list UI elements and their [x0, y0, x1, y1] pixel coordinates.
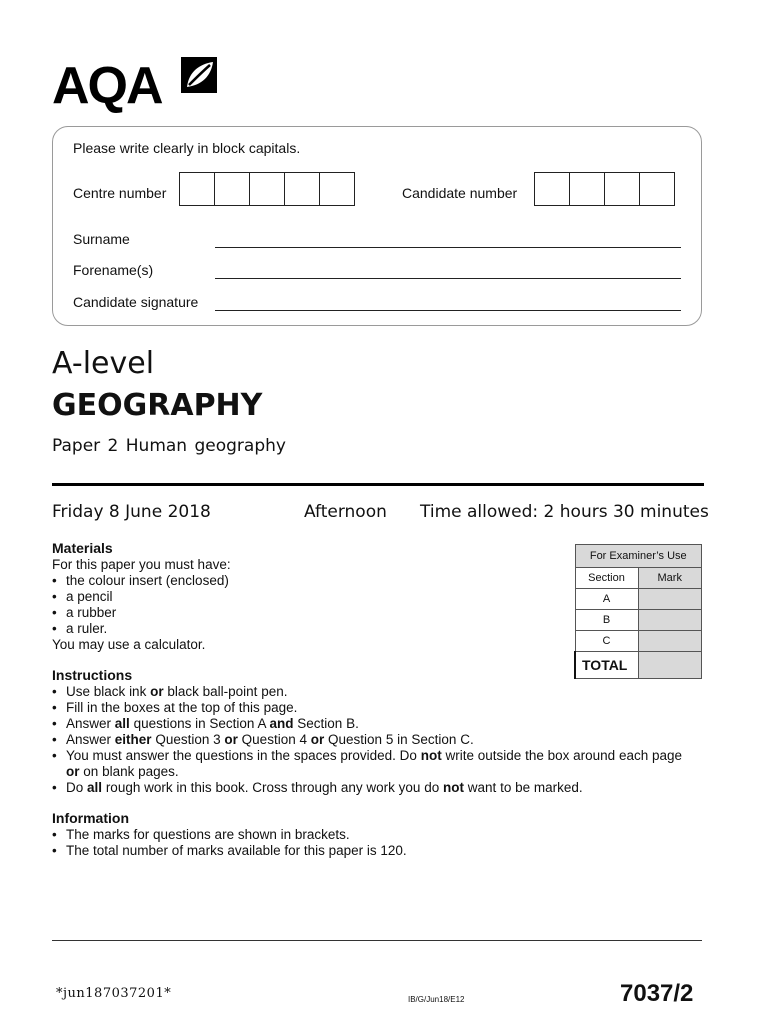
information-section: [52, 810, 692, 859]
aqa-leaf-icon: [180, 56, 218, 94]
materials-list: [52, 573, 532, 637]
list-item: • Answer all questions in Section A and Section B.: [52, 716, 692, 732]
paper-reference: IB/G/Jun18/E12: [408, 995, 465, 1004]
candidate-number-digit[interactable]: [639, 172, 675, 206]
materials-intro: For this paper you must have:: [52, 557, 231, 572]
list-item: • The marks for questions are shown in brackets.: [52, 827, 692, 843]
centre-number-digit[interactable]: [319, 172, 355, 206]
mark-column-header: Mark: [638, 568, 702, 589]
section-row-label: C: [575, 631, 638, 652]
candidate-number-digit[interactable]: [604, 172, 640, 206]
forenames-line[interactable]: [215, 278, 681, 279]
list-item: • a pencil: [52, 589, 532, 605]
block-capitals-instruction: Please write clearly in block capitals.: [73, 140, 301, 156]
list-item: • the colour insert (enclosed): [52, 573, 532, 589]
centre-number-digit[interactable]: [214, 172, 250, 206]
instructions-section: [52, 667, 692, 796]
subject-title: GEOGRAPHY: [52, 388, 263, 423]
list-item: • Do all rough work in this book. Cross through any work you do not want to be marked.: [52, 780, 692, 796]
paper-title: Paper 2 Human geography: [52, 436, 286, 456]
mark-cell[interactable]: [638, 589, 702, 610]
exam-session: Afternoon: [304, 502, 387, 522]
aqa-logo-text: AQA: [52, 57, 162, 115]
signature-label: Candidate signature: [73, 294, 199, 310]
signature-line[interactable]: [215, 310, 681, 311]
list-item: • a ruler.: [52, 621, 532, 637]
candidate-number-digit[interactable]: [569, 172, 605, 206]
centre-number-label: Centre number: [73, 185, 167, 201]
section-column-header: Section: [575, 568, 638, 589]
candidate-number-label: Candidate number: [402, 185, 518, 201]
exam-date: Friday 8 June 2018: [52, 502, 211, 522]
list-item: • Use black ink or black ball-point pen.: [52, 684, 692, 700]
centre-number-boxes: [179, 172, 355, 206]
candidate-number-digit[interactable]: [534, 172, 570, 206]
centre-number-digit[interactable]: [179, 172, 215, 206]
title-divider: [52, 483, 704, 486]
candidate-number-boxes: [534, 172, 675, 206]
calculator-note: You may use a calculator.: [52, 637, 206, 652]
instructions-heading: Instructions: [52, 667, 133, 683]
aqa-logo: [52, 56, 222, 115]
list-item: • The total number of marks available for this paper is 120.: [52, 843, 692, 859]
list-item: • Fill in the boxes at the top of this page.: [52, 700, 692, 716]
examiner-use-table: [574, 544, 702, 679]
surname-label: Surname: [73, 231, 130, 247]
materials-section: [52, 540, 532, 653]
list-item: • You must answer the questions in the spaces provided. Do not write outside the box around each page or on blank pages.: [52, 748, 692, 780]
qualification-level: A-level: [52, 346, 155, 381]
list-item: • Answer either Question 3 or Question 4 or Question 5 in Section C.: [52, 732, 692, 748]
centre-number-digit[interactable]: [284, 172, 320, 206]
footer-divider: [52, 940, 702, 941]
total-mark-cell[interactable]: [638, 652, 702, 679]
examiner-table-title: For Examiner’s Use: [575, 545, 702, 568]
materials-heading: Materials: [52, 540, 113, 556]
time-allowed: Time allowed: 2 hours 30 minutes: [420, 502, 709, 522]
paper-code: 7037/2: [620, 980, 694, 1007]
instructions-list: [52, 684, 692, 796]
information-heading: Information: [52, 810, 129, 826]
mark-cell[interactable]: [638, 631, 702, 652]
forenames-label: Forename(s): [73, 262, 154, 278]
barcode-text: *jun187037201*: [56, 986, 172, 1001]
information-list: [52, 827, 692, 859]
surname-line[interactable]: [215, 247, 681, 248]
centre-number-digit[interactable]: [249, 172, 285, 206]
mark-cell[interactable]: [638, 610, 702, 631]
total-label: TOTAL: [575, 652, 638, 679]
section-row-label: B: [575, 610, 638, 631]
list-item: • a rubber: [52, 605, 532, 621]
section-row-label: A: [575, 589, 638, 610]
